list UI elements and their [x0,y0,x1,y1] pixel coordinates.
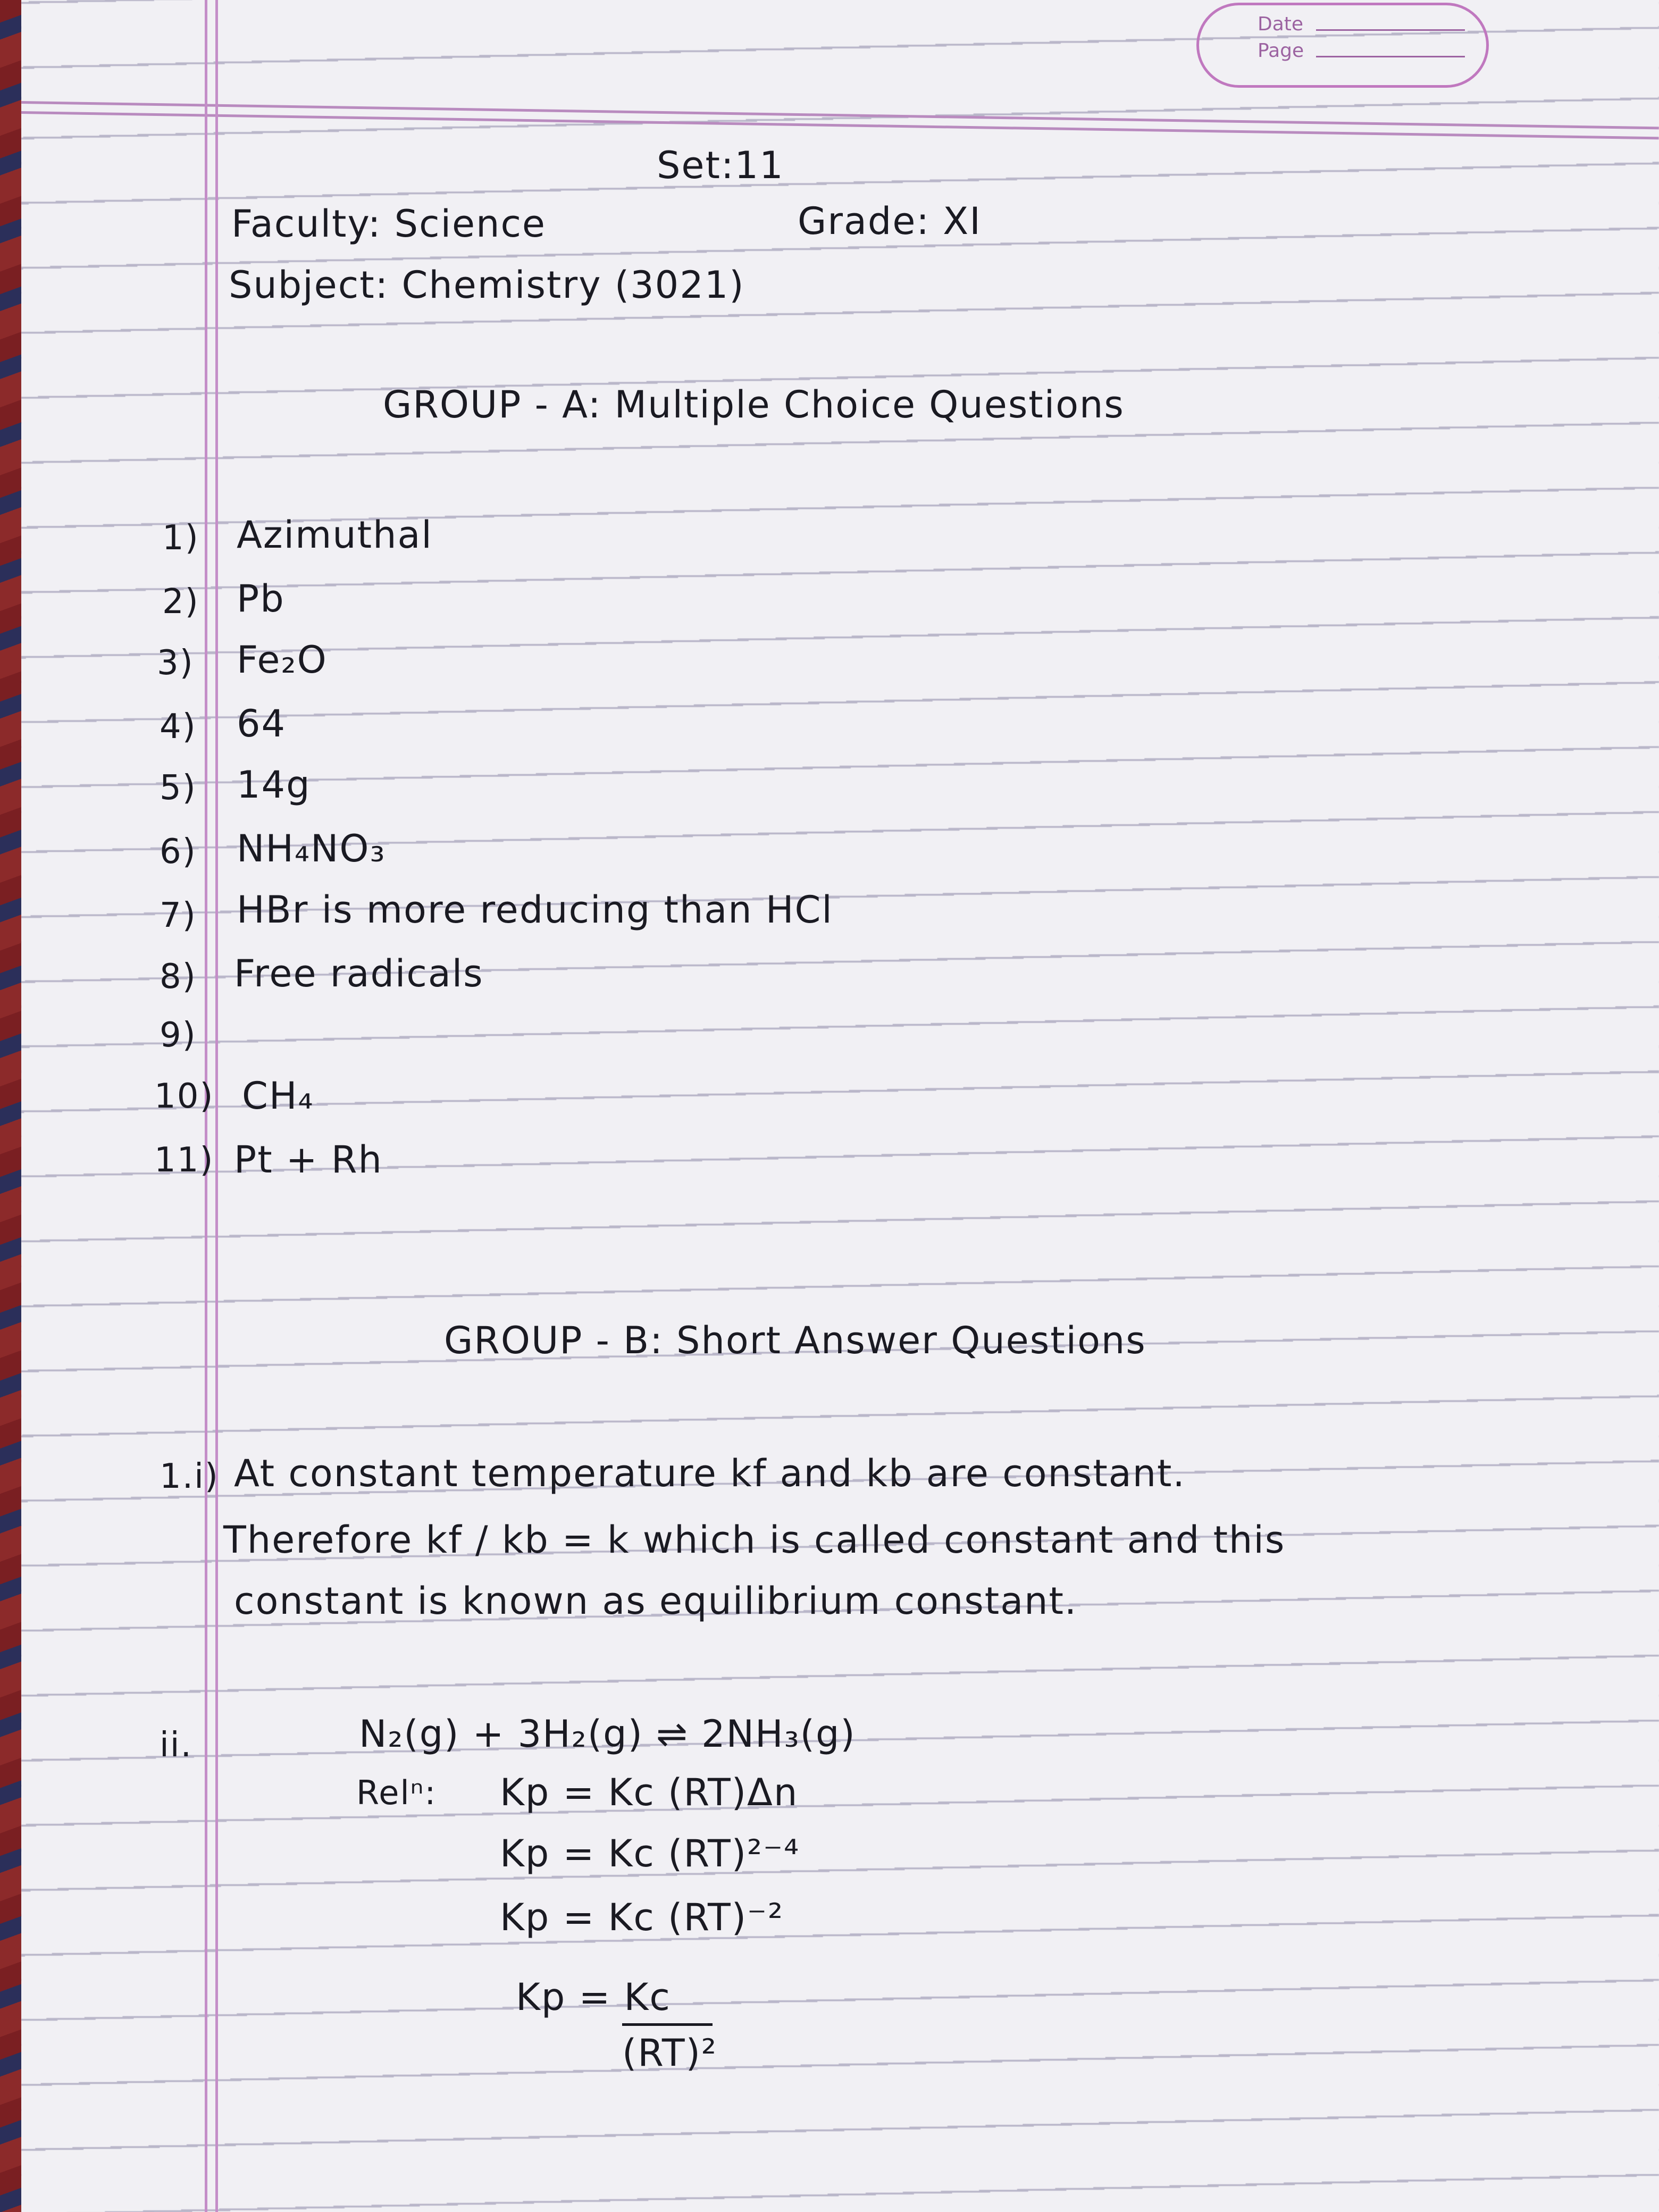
fraction-bar [622,2023,713,2026]
answer-text: Pb [237,577,285,621]
question-number: 1.i) [160,1457,219,1496]
faculty: Faculty: Science [231,202,546,246]
page-line [1316,56,1465,57]
page-label: Page [1258,40,1304,62]
answer-number: 4) [160,707,197,747]
answer-number: 2) [162,582,199,622]
kp-equation: Kp = Kc (RT)⁻² [500,1896,784,1939]
answer-number: 1) [162,518,199,558]
date-line [1316,29,1465,31]
group-a-title: GROUP - A: Multiple Choice Questions [383,383,1125,426]
kp-equation: Kp = Kc [516,1975,671,2019]
answer-number: 5) [160,768,197,808]
answer-number: 9) [160,1016,197,1055]
answer-text: Pt + Rh [234,1138,383,1182]
set-number: Set:11 [657,144,784,187]
answer-number: 10) [154,1077,214,1116]
date-page-box [1196,3,1489,88]
answer-text: CH₄ [242,1074,314,1118]
answer-text: Free radicals [234,952,484,995]
group-b-title: GROUP - B: Short Answer Questions [444,1319,1146,1362]
answer-line: At constant temperature kf and kb are constant. [234,1452,1186,1495]
kp-equation: Kp = Kc (RT)²⁻⁴ [500,1832,800,1875]
answer-number: 3) [157,643,194,683]
grade: Grade: XI [798,199,982,243]
answer-text: Fe₂O [237,638,328,682]
answer-number: 6) [160,832,197,872]
answer-line: Therefore kf / kb = k which is called constant and this [223,1518,1286,1562]
subject: Subject: Chemistry (3021) [229,263,745,307]
answer-text: 14g [237,763,311,807]
answer-text: Azimuthal [237,513,433,557]
answer-text: 64 [237,702,287,745]
answer-text: HBr is more reducing than HCl [237,888,833,932]
question-number: ii. [160,1725,192,1765]
relation-label: Relⁿ: [356,1773,437,1812]
kp-equation: Kp = Kc (RT)Δn [500,1771,799,1814]
reaction-equation: N₂(g) + 3H₂(g) ⇌ 2NH₃(g) [359,1712,856,1756]
answer-number: 7) [160,896,197,935]
answer-text: NH₄NO₃ [237,827,386,870]
answer-number: 11) [154,1141,214,1180]
answer-number: 8) [160,957,197,996]
kp-denominator: (RT)² [622,2031,717,2075]
margin-line [215,0,218,2212]
answer-line: constant is known as equilibrium constant. [234,1579,1078,1623]
date-label: Date [1258,13,1304,35]
